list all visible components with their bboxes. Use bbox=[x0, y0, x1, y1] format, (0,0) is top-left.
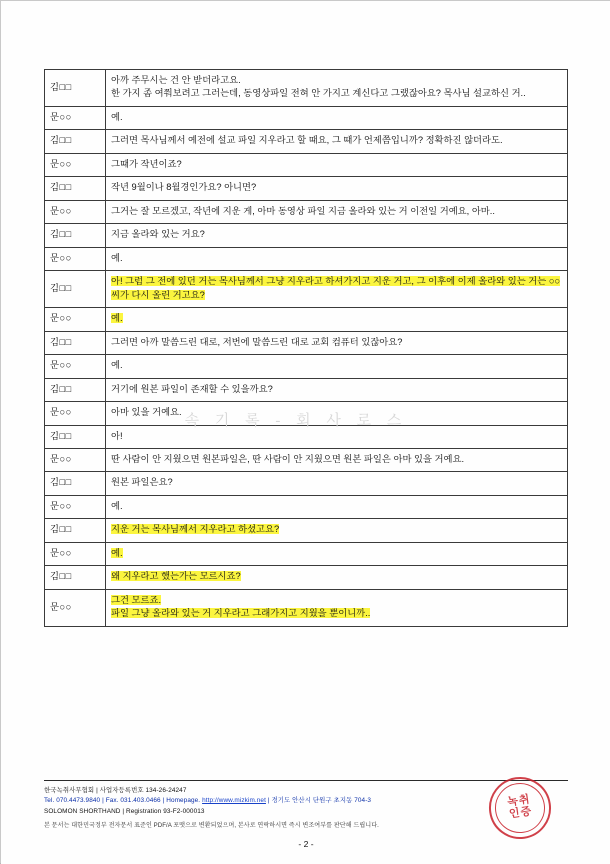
utterance-cell bbox=[106, 402, 568, 425]
utterance-line bbox=[111, 275, 562, 302]
table-row bbox=[45, 355, 568, 378]
utterance-line: 아! bbox=[111, 430, 123, 441]
utterance-cell bbox=[106, 247, 568, 270]
table-row bbox=[45, 153, 568, 176]
speaker-cell: 문○○ bbox=[45, 153, 106, 176]
utterance-line: 한 가지 좀 여쭤보려고 그러는데, 동영상파일 전혀 안 가지고 계신다고 그랬잖아요? 목사님 설교하신 거.. bbox=[111, 88, 526, 99]
utterance-line: 거기에 원본 파일이 존재할 수 있을까요? bbox=[111, 383, 273, 394]
utterance-cell bbox=[106, 331, 568, 354]
speaker-cell: 김□□ bbox=[45, 331, 106, 354]
highlighted-text: 왜 지우라고 했는가는 모르시죠? bbox=[111, 571, 241, 582]
utterance-line bbox=[111, 312, 562, 325]
utterance-line: 예. bbox=[111, 252, 123, 263]
footer-registration-line: SOLOMON SHORTHAND | Registration 93-F2-000013 bbox=[44, 807, 205, 815]
utterance-cell bbox=[106, 224, 568, 247]
stamp-inner-text: 녹취 인증 bbox=[492, 780, 548, 836]
highlighted-text: 지운 거는 목사님께서 지우라고 하셨고요? bbox=[111, 524, 280, 535]
table-row bbox=[45, 271, 568, 308]
footer-address: | 경기도 안산시 단원구 초지동 704-3 bbox=[265, 797, 372, 805]
table-row bbox=[45, 589, 568, 626]
highlighted-text: 예. bbox=[111, 313, 123, 324]
table-row bbox=[45, 177, 568, 200]
utterance-line bbox=[111, 570, 562, 583]
table-row bbox=[45, 106, 568, 129]
utterance-cell bbox=[106, 130, 568, 153]
speaker-cell: 김□□ bbox=[45, 472, 106, 495]
transcript-table bbox=[44, 69, 568, 627]
table-row bbox=[45, 425, 568, 448]
table-row bbox=[45, 224, 568, 247]
speaker-cell: 문○○ bbox=[45, 200, 106, 223]
speaker-cell: 문○○ bbox=[45, 402, 106, 425]
utterance-cell bbox=[106, 177, 568, 200]
footer-company-name: 한국녹취사무협회 bbox=[44, 787, 95, 794]
table-row bbox=[45, 331, 568, 354]
utterance-cell bbox=[106, 472, 568, 495]
utterance-cell bbox=[106, 542, 568, 565]
utterance-cell bbox=[106, 200, 568, 223]
utterance-line: 예. bbox=[111, 111, 123, 122]
utterance-line: 작년 9월이나 8월경인가요? 아니면? bbox=[111, 182, 257, 193]
utterance-line bbox=[111, 547, 562, 560]
table-row bbox=[45, 308, 568, 331]
speaker-cell: 김□□ bbox=[45, 224, 106, 247]
table-row bbox=[45, 542, 568, 565]
transcript-body bbox=[45, 70, 568, 627]
footer-tel: Tel. 070.4473.9840 bbox=[44, 797, 101, 805]
speaker-cell: 김□□ bbox=[45, 177, 106, 200]
utterance-cell bbox=[106, 106, 568, 129]
utterance-cell bbox=[106, 425, 568, 448]
utterance-cell bbox=[106, 70, 568, 107]
utterance-cell bbox=[106, 589, 568, 626]
speaker-cell: 문○○ bbox=[45, 495, 106, 518]
table-row bbox=[45, 378, 568, 401]
highlighted-text: 그건 모르죠. bbox=[111, 594, 162, 605]
footer-company-line bbox=[44, 786, 568, 796]
speaker-cell: 문○○ bbox=[45, 542, 106, 565]
page-number: - 2 - bbox=[298, 839, 314, 849]
utterance-line: 그러면 목사님께서 예전에 설교 파일 지우라고 할 때요, 그 때가 언제쯤입니까? 정확하진 않더라도. bbox=[111, 135, 503, 146]
utterance-line: 아마 있을 거예요. bbox=[111, 407, 182, 418]
speaker-cell: 문○○ bbox=[45, 247, 106, 270]
utterance-cell bbox=[106, 271, 568, 308]
speaker-cell: 문○○ bbox=[45, 106, 106, 129]
speaker-cell: 김□□ bbox=[45, 70, 106, 107]
speaker-cell: 김□□ bbox=[45, 130, 106, 153]
footer-divider bbox=[44, 780, 568, 781]
table-row bbox=[45, 130, 568, 153]
table-row bbox=[45, 247, 568, 270]
footer-business-number: | 사업자등록번호 134-26-24247 bbox=[94, 787, 187, 794]
table-row bbox=[45, 448, 568, 471]
utterance-line: 그거는 잘 모르겠고, 작년에 지운 게, 아마 동영상 파일 지금 올라와 있는 거 이전일 거예요, 아마.. bbox=[111, 205, 495, 216]
speaker-cell: 김□□ bbox=[45, 519, 106, 542]
utterance-cell bbox=[106, 566, 568, 589]
speaker-cell: 문○○ bbox=[45, 355, 106, 378]
utterance-line bbox=[111, 523, 562, 536]
table-row bbox=[45, 472, 568, 495]
footer-homepage-link[interactable]: http://www.mizkim.net bbox=[202, 797, 266, 805]
speaker-cell: 김□□ bbox=[45, 425, 106, 448]
footer-sep-2: | bbox=[162, 797, 167, 805]
highlighted-text: 예. bbox=[111, 547, 123, 558]
watermark-text: 속 기 록 - 회 사 로 스 bbox=[184, 413, 408, 429]
speaker-cell: 김□□ bbox=[45, 378, 106, 401]
utterance-cell bbox=[106, 378, 568, 401]
speaker-cell: 문○○ bbox=[45, 308, 106, 331]
table-row bbox=[45, 402, 568, 425]
utterance-cell bbox=[106, 153, 568, 176]
footer-fax: Fax. 031.403.0466 bbox=[105, 797, 161, 805]
utterance-cell bbox=[106, 495, 568, 518]
highlighted-text: 파일 그냥 올라와 있는 거 지우라고 그래가지고 지웠을 뿐이니까.. bbox=[111, 608, 371, 619]
utterance-line bbox=[111, 594, 562, 607]
utterance-line: 예. bbox=[111, 500, 123, 511]
utterance-line: 아까 주무시는 건 안 받더라고요. bbox=[111, 75, 241, 85]
utterance-cell bbox=[106, 308, 568, 331]
table-row bbox=[45, 70, 568, 107]
utterance-cell bbox=[106, 355, 568, 378]
utterance-cell bbox=[106, 519, 568, 542]
utterance-line: 딴 사람이 안 지웠으면 원본파일은, 딴 사람이 안 지웠으면 원본 파일은 아마 있을 거예요. bbox=[111, 453, 465, 464]
table-row bbox=[45, 200, 568, 223]
utterance-line: 원본 파일은요? bbox=[111, 477, 173, 488]
utterance-line bbox=[111, 607, 562, 620]
utterance-line: 예. bbox=[111, 360, 123, 371]
table-row bbox=[45, 495, 568, 518]
speaker-cell: 김□□ bbox=[45, 271, 106, 308]
utterance-line: 그러면 아까 말씀드린 대로, 저번에 말씀드린 대로 교회 컴퓨터 있잖아요? bbox=[111, 336, 403, 347]
utterance-line: 그때가 작년이죠? bbox=[111, 158, 182, 169]
speaker-cell: 문○○ bbox=[45, 448, 106, 471]
footer-note: 본 문서는 대한민국정부 전자문서 표준인 PDF/A 포맷으로 변환되었으며, 본사로 연락하시면 즉시 변조여부를 판단해 드립니다. bbox=[44, 822, 379, 830]
utterance-cell bbox=[106, 448, 568, 471]
speaker-cell: 문○○ bbox=[45, 589, 106, 626]
footer-homepage-label: Homepage. bbox=[166, 797, 203, 805]
speaker-cell: 김□□ bbox=[45, 566, 106, 589]
table-row bbox=[45, 519, 568, 542]
footer-sep-1: | bbox=[102, 797, 106, 805]
table-row bbox=[45, 566, 568, 589]
utterance-line: 지금 올라와 있는 거요? bbox=[111, 229, 205, 240]
highlighted-text: 아! 그럼 그 전에 있던 거는 목사님께서 그냥 지우라고 하셔가지고 지운 거고, 그 이후에 이제 올라와 있는 거는 ○○씨가 다시 올린 거고요? bbox=[111, 276, 561, 300]
page-sheet bbox=[1, 1, 610, 864]
